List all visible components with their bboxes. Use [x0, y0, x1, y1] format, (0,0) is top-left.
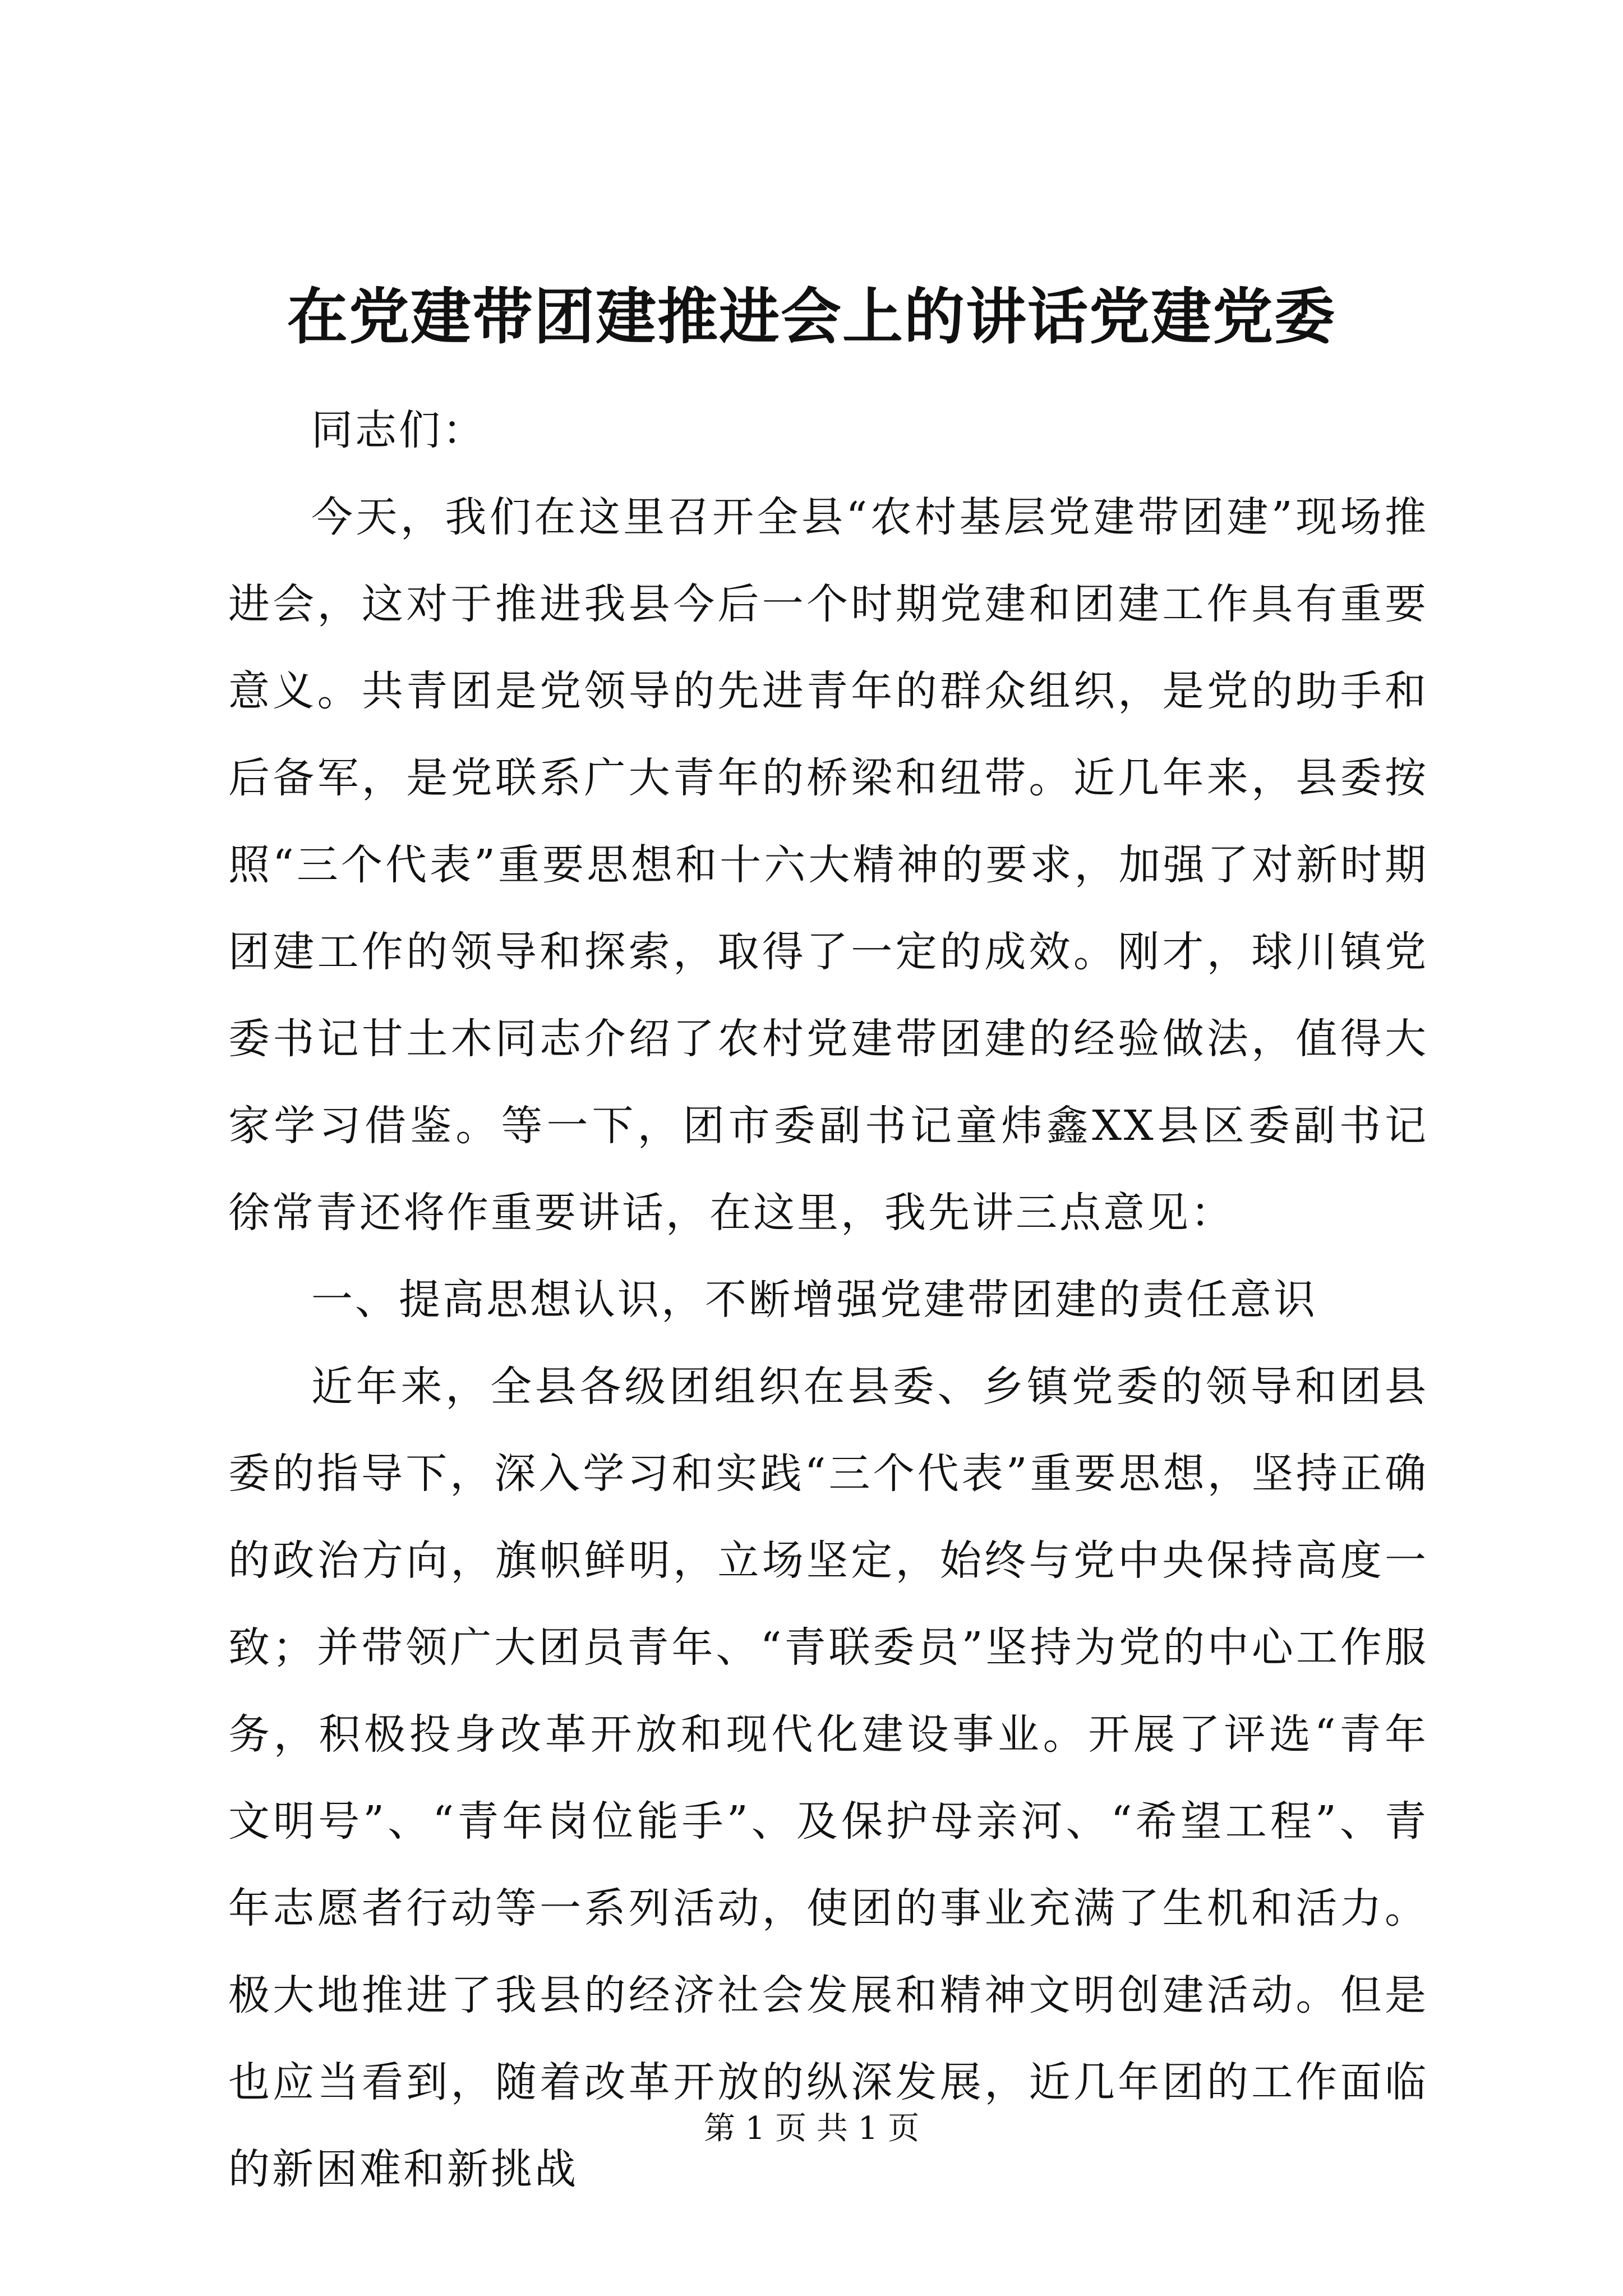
document-body [228, 387, 1428, 2213]
intro-paragraph: 今天，我们在这里召开全县“农村基层党建带团建”现场推进会，这对于推进我县今后一个时期党建和团建工作具有重要意义。共青团是党领导的先进青年的群众组织，是党的助手和后备军，是党联系广大青年的桥梁和纽带。近几年来，县委按照“三个代表”重要思想和十六大精神的要求，加强了对新时期团建工作的领导和探索，取得了一定的成效。刚才，球川镇党委书记甘土木同志介绍了农村党建带团建的经验做法，值得大家学习借鉴。等一下，团市委副书记童炜鑫XX县区委副书记徐常青还将作重要讲话，在这里，我先讲三点意见： [228, 493, 1428, 1237]
body-paragraph: 近年来，全县各级团组织在县委、乡镇党委的领导和团县委的指导下，深入学习和实践“三个代表”重要思想，坚持正确的政治方向，旗帜鲜明，立场坚定，始终与党中央保持高度一致；并带领广大团员青年、“青联委员”坚持为党的中心工作服务，积极投身改革开放和现代化建设事业。开展了评选“青年文明号”、“青年岗位能手”、及保护母亲河、“希望工程”、青年志愿者行动等一系列活动，使团的事业充满了生机和活力。极大地推进了我县的经济社会发展和精神文明创建活动。但是也应当看到，随着改革开放的纵深发展，近几年团的工作面临的新困难和新挑战 [228, 1363, 1428, 2193]
salutation-paragraph: 同志们： [311, 406, 486, 454]
page-title: 在党建带团建推进会上的讲话党建党委 [287, 282, 1336, 352]
section-heading: 一、提高思想认识，不断增强党建带团建的责任意识 [311, 1276, 1317, 1324]
page-footer: 第 1 页 共 1 页 [703, 2110, 920, 2147]
